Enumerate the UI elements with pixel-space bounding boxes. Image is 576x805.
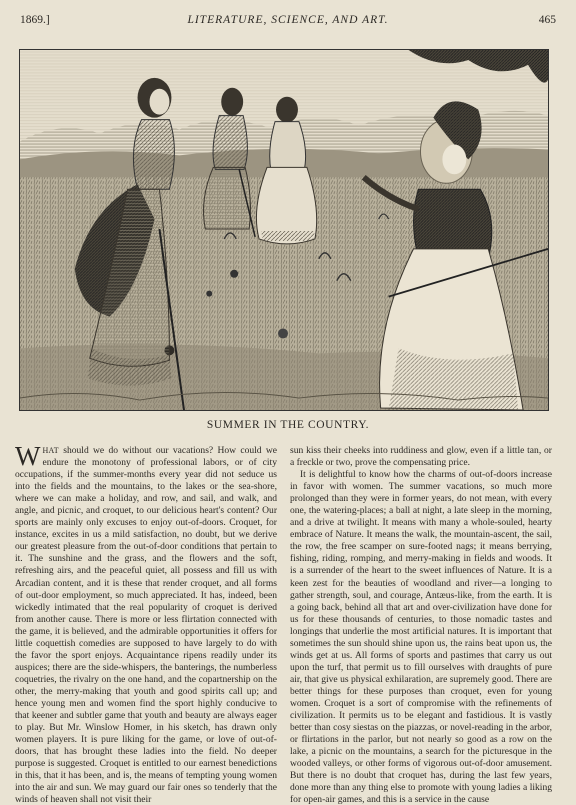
paragraph-text: should we do without our vacations? How could we endure the monotony of professional labors, or of city occupations, if the summer-months every year did not seduce us into the fields and the mountains, to the lakes or the sea-shore, where we can make a holiday, and row, and sail, and walk, and angle, and picnic, and croquet, to our delicious heart's content? Our sports are mainly only excuses to enjoy out-of-doors. Croquet, for instance, excites in us a mild satisfaction, no doubt, but we derive our greatest pleasure from the out-of-door conditions that pertain to it. The sunshine and the grass, and the flowers and the soft, refreshing airs, and the peaceful quiet, all possess and fill us with Arcadian content, and it is these that render croquet, and all forms of out-door employment, so much appreciated. It has, indeed, been wickedly intimated that the real popularity of croquet is derived from another cause. There is more or less flirtation connected with the game, it is believed, and the admirable opportunities it offers for little coquettish comedies are supposed to have largely to do with the favor the sport enjoys. Acquaintance ripens readily under its auspices; there are the side-whispers, the banterings, the numberless coquetries, the rivalry on the one hand, and the copartnership on the other, the merry-making that youth and good spirits call up; and hence young men and women find the sport highly conducive to that keener and subtler game that youth and beauty are always eager to play. But Mr. Winslow Homer, in his sketch, has drawn only women players. It is pure liking for the game, or love of out-of-doors, that has brought these ladies into the field. No deeper purpose is suggested. Croquet is entitled to our earnest benedictions in this, that it has been, and is, the means of tempting young women into the air and sun. We may guard our fair ones so tenderly that the winds of heaven shall not visit their — [15, 445, 277, 805]
running-header — [20, 14, 556, 30]
article-column-left — [15, 445, 277, 805]
illustration-caption: SUMMER IN THE COUNTRY. — [206, 419, 370, 431]
article-paragraph: It is delightful to know how the charms of out-of-doors increase in favor with women. The summer vacations, so much more prolonged than they were in former years, do not mean, with every one, the watering-places; a ball at night, a late sleep in the morning, and a drive at twilight. It means with many a whole-souled, hearty embrace of Nature. It means the walk, the mountain-ascent, the sail, the row, the free scamper on sure-footed nags; it means berrying, fishing, riding, romping, and merry-making in fields and woods. It is a surrender of the heart to the sweet influences of Nature. It is a keen zest for the beauties of woodland and river—a longing to gather strength, soul, and courage, Antæus-like, from the earth. It is a going back, behind all that art and over-civilization have done for us for these thousands of centuries, to those nomadic tastes and longings that underlie the most artificial natures. It is important that sometimes the sun should shine upon us, the rains beat upon us, the winds get at us. All forms of sports and pastimes that carry us out upon the turf, that permit us to fill ourselves with draughts of pure air, that give us physical exhilaration, are supremely good. There are better things for these purposes than croquet, even for young women. Croquet is a sort of compromise with the refinements of civilization. It permits us to be elegant and fastidious. It is vastly better than cosy siestas on the piazzas, or novel-reading in the arbor, or flirtations in the parlor, but not nearly so good as a row on the lake, a picnic on the mountains, a search for the picturesque in the wooded valleys, or other forms of vigorous out-of-door amusement. But there is no doubt that croquet has, during the last few years, done more than any thing else to promote with young ladies a liking for open-air games, and this is a service in the cause — [290, 469, 552, 805]
header-running-title: LITERATURE, SCIENCE, AND ART. — [187, 14, 389, 26]
article-column-right — [290, 445, 552, 805]
engraving-drawing — [20, 50, 548, 410]
article-paragraph — [15, 445, 277, 805]
lead-smallcaps: HAT — [42, 446, 59, 455]
header-year: 1869.] — [20, 14, 50, 26]
croquet-engraving — [19, 49, 549, 411]
header-page-number: 465 — [538, 14, 556, 26]
drop-cap: W — [15, 445, 41, 471]
article-paragraph: sun kiss their cheeks into ruddiness and glow, even if a little tan, or a freckle or two, prove the compensating price. — [290, 445, 552, 469]
